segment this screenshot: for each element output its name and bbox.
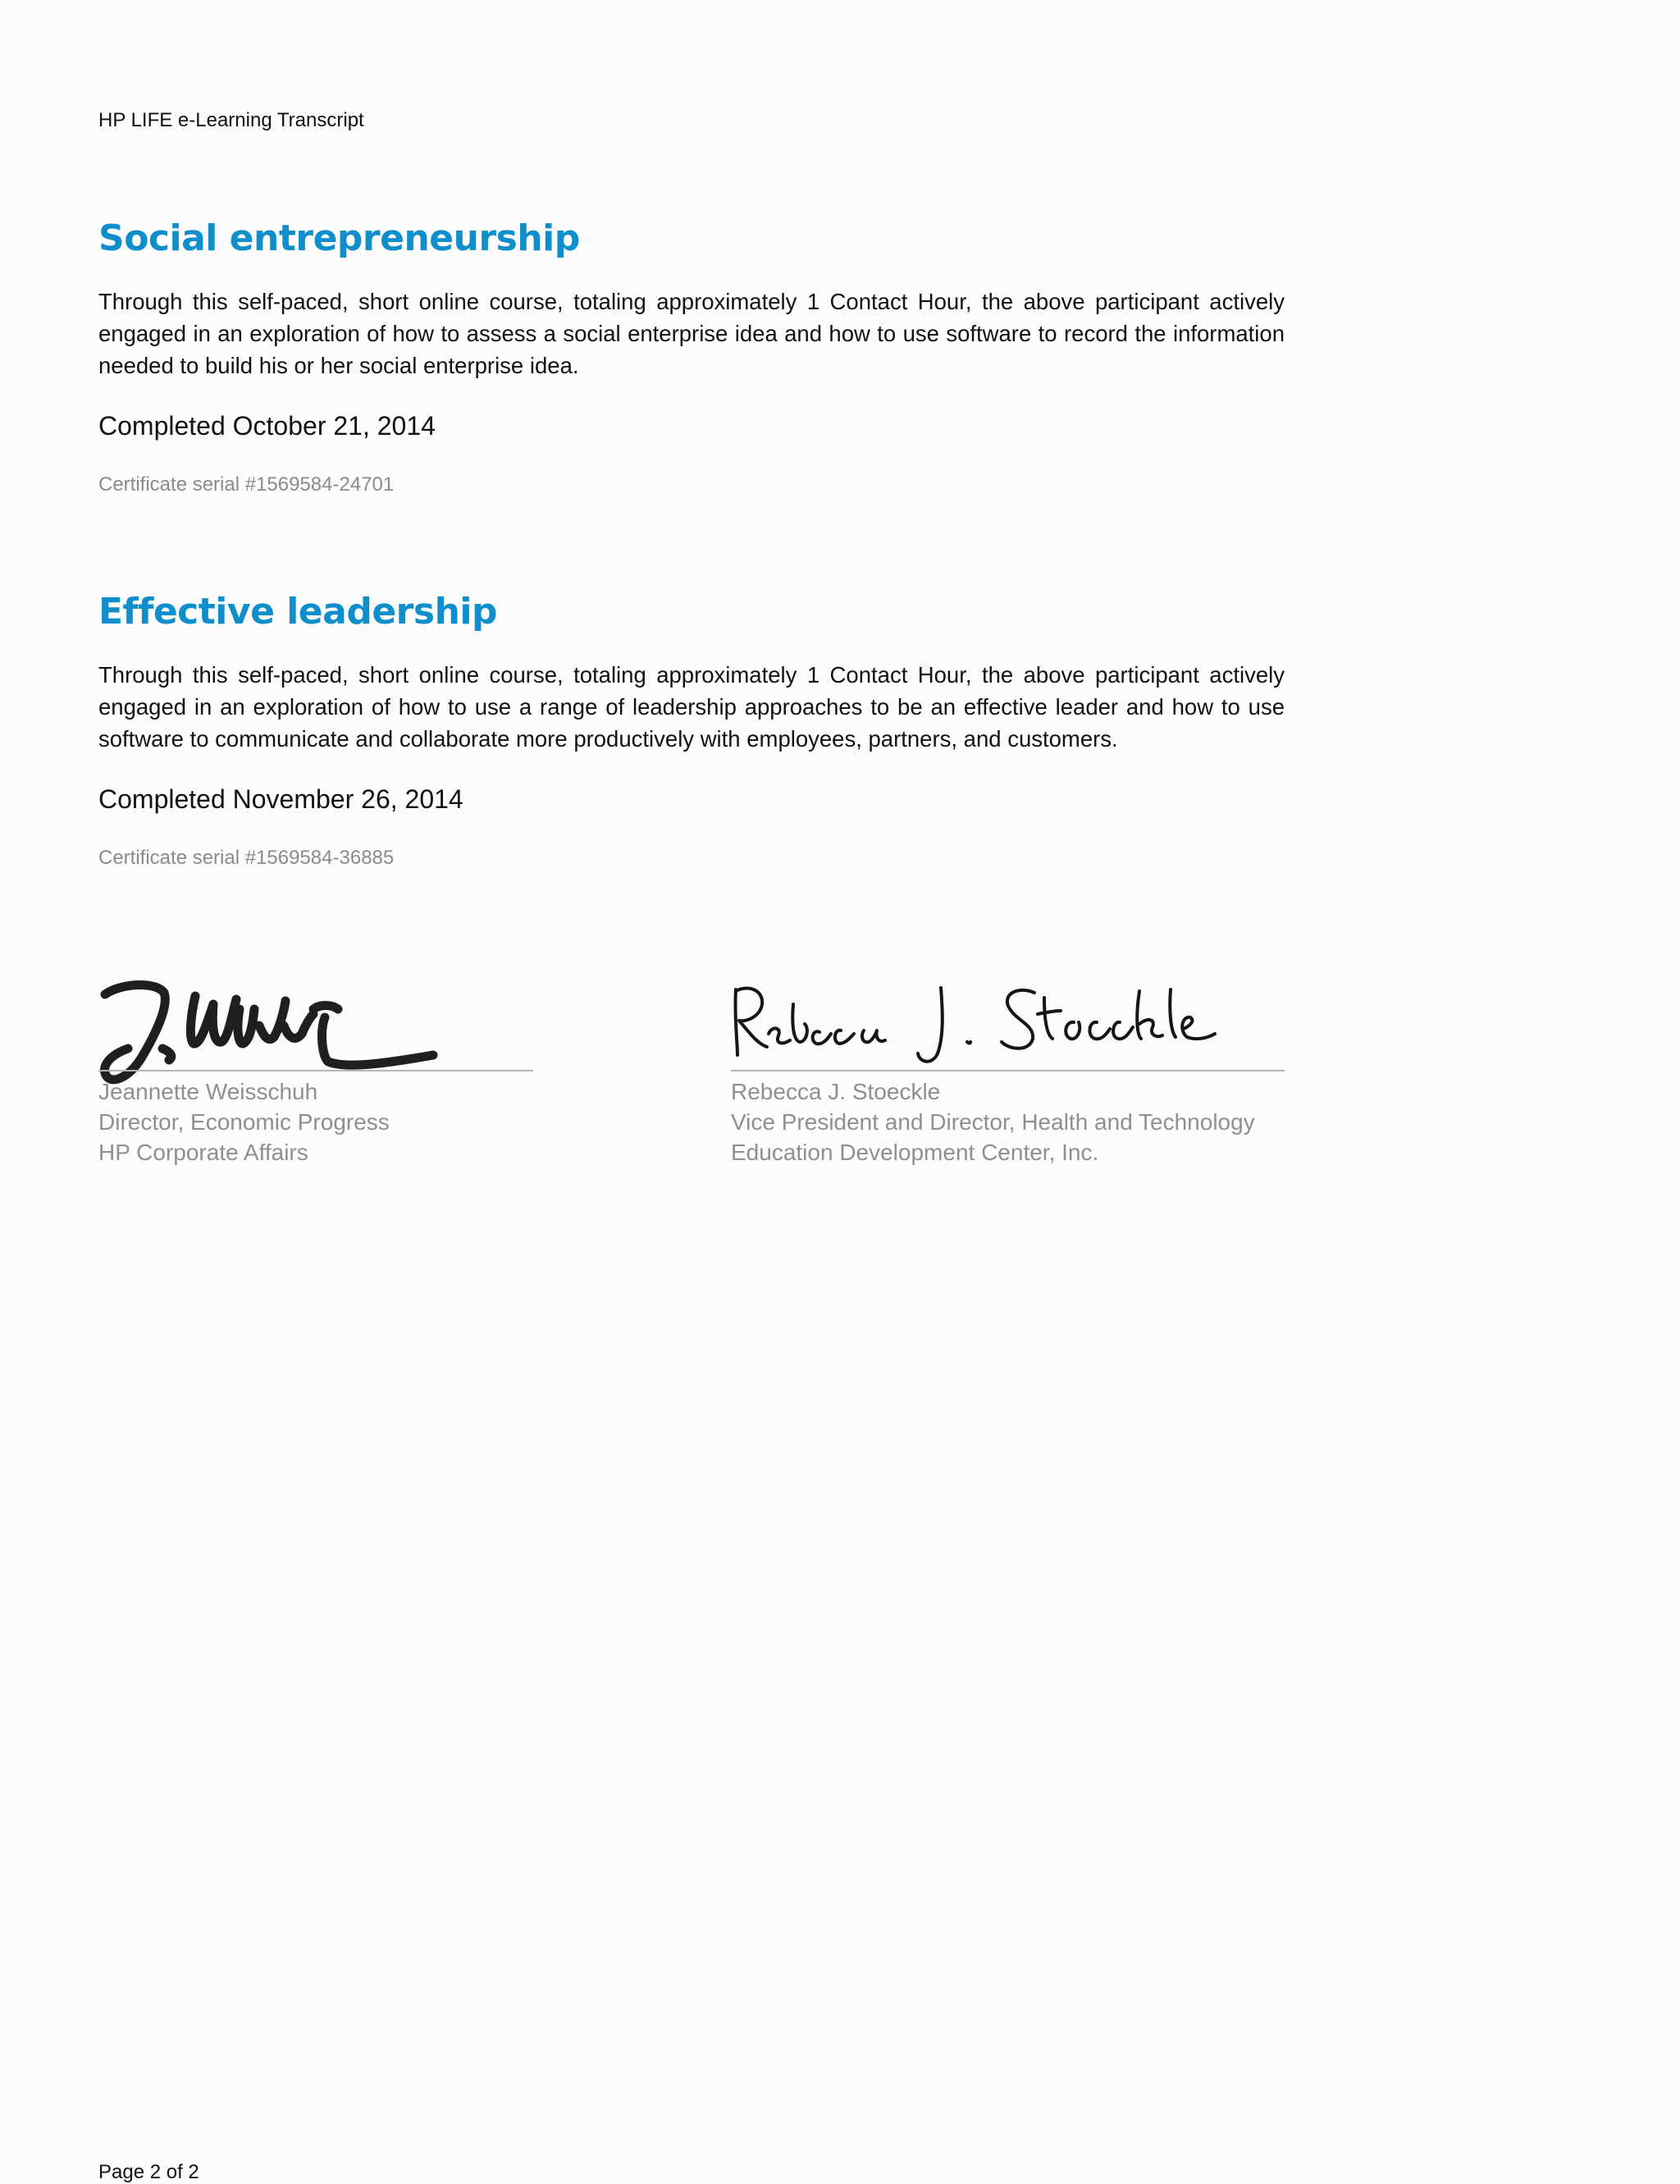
course-social-entrepreneurship xyxy=(98,215,1285,496)
completion-date: Completed November 26, 2014 xyxy=(98,784,463,814)
signatory-title: Director, Economic Progress xyxy=(98,1109,390,1135)
course-effective-leadership xyxy=(98,588,1285,870)
completion-date: Completed October 21, 2014 xyxy=(98,411,436,441)
signature-image xyxy=(731,976,1285,1091)
handwritten-signature-stoeckle xyxy=(731,976,1223,1091)
course-description: Through this self-paced, short online course, totaling approximately 1 Contact Hour, the above participant actively engaged in an exploration of how to use a range of leadership approaches to be an effective leader and how to use software to communicate and collaborate more productively with employees, partners, and customers. xyxy=(98,662,1285,752)
course-description: Through this self-paced, short online course, totaling approximately 1 Contact Hour, the above participant actively engaged in an exploration of how to assess a social enterprise idea and how to use software to record the information needed to build his or her social enterprise idea. xyxy=(98,289,1285,378)
signature-line xyxy=(731,1070,1285,1071)
signatory-title: Vice President and Director, Health and Technology xyxy=(731,1109,1255,1135)
page-number: Page 2 of 2 xyxy=(98,2161,199,2183)
handwritten-signature-weisschuh xyxy=(98,976,451,1091)
signatory-name: Jeannette Weisschuh xyxy=(98,1079,318,1104)
certificate-serial: Certificate serial #1569584-24701 xyxy=(98,473,395,496)
signature-image xyxy=(98,976,533,1091)
signatory-organization: HP Corporate Affairs xyxy=(98,1140,308,1165)
signatory-organization: Education Development Center, Inc. xyxy=(731,1140,1099,1165)
certificate-serial: Certificate serial #1569584-36885 xyxy=(98,847,395,869)
course-title: Social entrepreneurship xyxy=(98,217,580,259)
signature-block-stoeckle xyxy=(731,976,1285,1167)
course-title: Effective leadership xyxy=(98,591,497,633)
signatory-name: Rebecca J. Stoeckle xyxy=(731,1079,941,1104)
signature-line xyxy=(98,1070,533,1071)
transcript-header: HP LIFE e-Learning Transcript xyxy=(98,109,364,131)
signature-block-weisschuh xyxy=(98,976,533,1167)
